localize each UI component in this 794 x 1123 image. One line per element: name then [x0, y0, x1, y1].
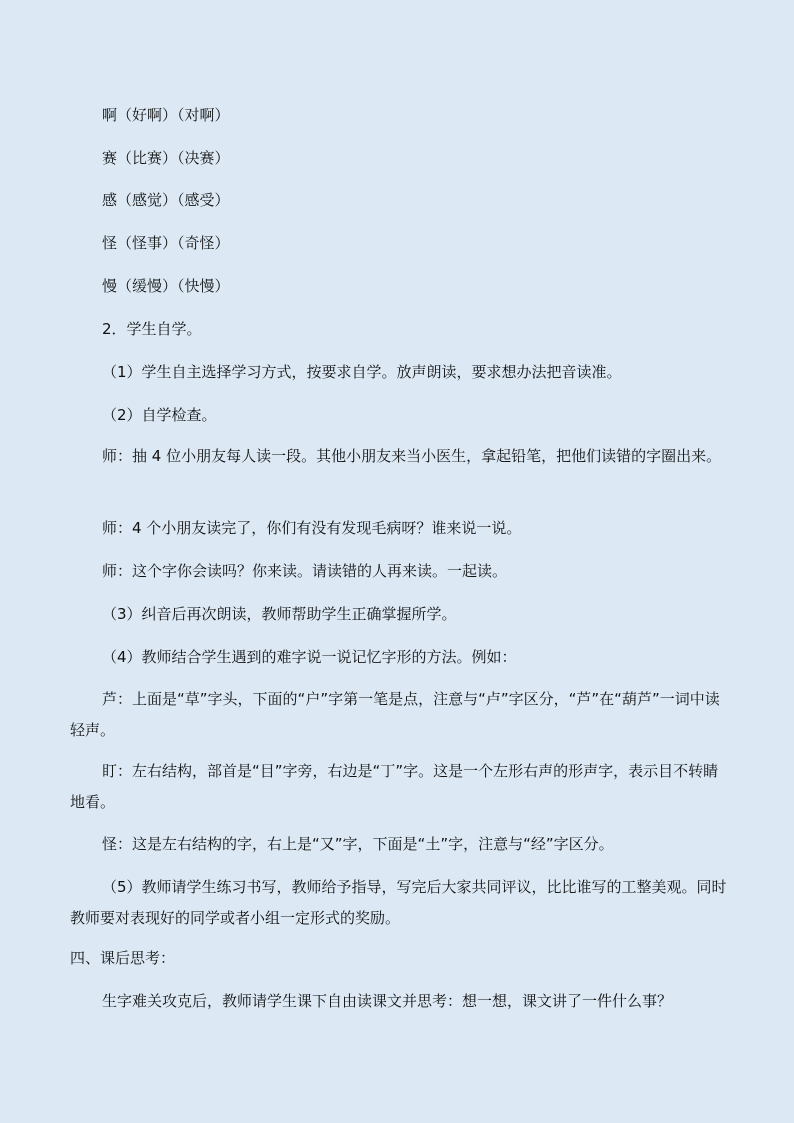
step-item-2: （2）自学检查。	[102, 406, 217, 424]
final-paragraph: 生字难关攻克后，教师请学生课下自由读课文并思考：想一想，课文讲了一件什么事？	[102, 992, 673, 1010]
vocab-line-guai: 怪（怪事）（奇怪）	[102, 234, 230, 252]
vocab-line-gan: 感（感觉）（感受）	[102, 191, 230, 209]
step-item-4: （4）教师结合学生遇到的难字说一说记忆字形的方法。例如：	[102, 648, 517, 666]
step-item-1: （1）学生自主选择学习方式，按要求自学。放声朗读，要求想办法把音读准。	[102, 363, 622, 381]
step-item-3: （3）纠音后再次朗读，教师帮助学生正确掌握所学。	[102, 605, 457, 623]
step-heading: 2．学生自学。	[102, 320, 202, 338]
step-item-5: （5）教师请学生练习书写，教师给予指导，写完后大家共同评议，比比谁写的工整美观。同时教师要对表现好的同学或者小组一定形式的奖励。	[70, 878, 727, 927]
example-guai: 怪：这是左右结构的字，右上是“又”字，下面是“土”字，注意与“经”字区分。	[102, 835, 614, 853]
vocab-line-a: 啊（好啊）（对啊）	[102, 106, 230, 124]
example-lu: 芦：上面是“草”字头，下面的“户”字第一笔是点，注意与“卢”字区分，“芦”在“葫芦”一词中读轻声。	[70, 690, 720, 739]
teacher-line-2: 师：4 个小朋友读完了，你们有没有发现毛病呀？谁来说一说。	[102, 519, 522, 537]
section-heading: 四、课后思考：	[70, 949, 176, 967]
teacher-line-3: 师：这个字你会读吗？你来读。请读错的人再来读。一起读。	[102, 562, 508, 580]
vocab-line-man: 慢（缓慢）（快慢）	[102, 277, 230, 295]
teacher-line-1: 师：抽 4 位小朋友每人读一段。其他小朋友来当小医生，拿起铅笔，把他们读错的字圈出来。	[102, 447, 722, 465]
vocab-line-sai: 赛（比赛）（决赛）	[102, 149, 230, 167]
example-ding: 盯：左右结构，部首是“目”字旁，右边是“丁”字。这是一个左形右声的形声字，表示目不转睛地看。	[70, 762, 719, 811]
